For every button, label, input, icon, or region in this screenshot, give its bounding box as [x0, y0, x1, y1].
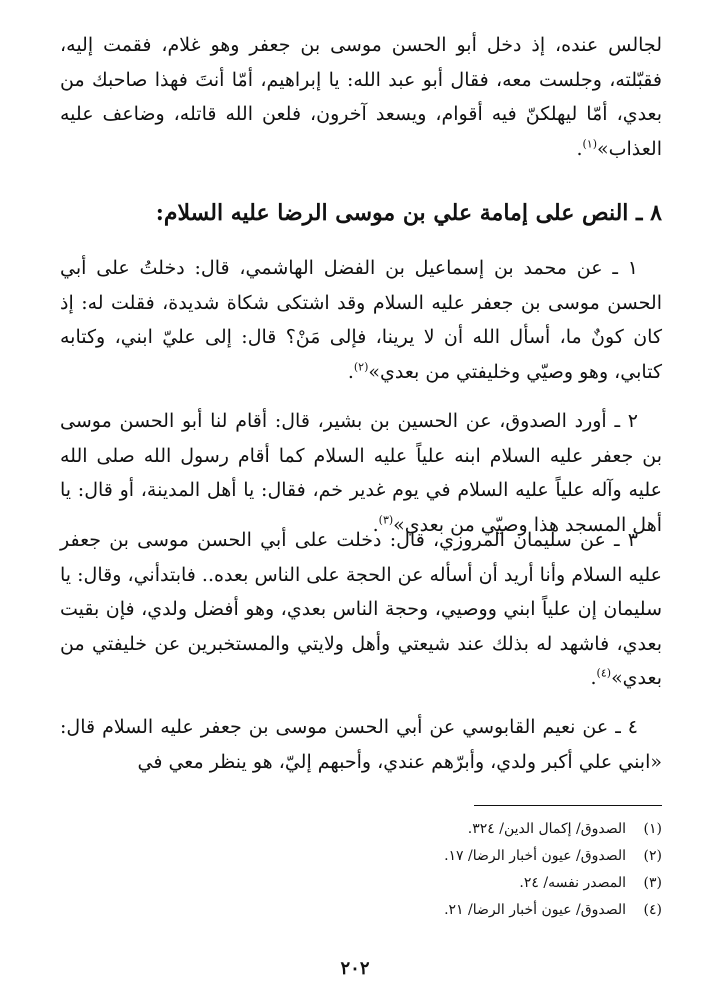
footnote	[60, 897, 662, 924]
narration-4	[60, 710, 662, 779]
section-heading: ٨ ـ النص على إمامة علي بن موسى الرضا عليه السلام:	[155, 200, 662, 226]
narration-1: ١ ـ عن محمد بن إسماعيل بن الفضل الهاشمي، قال: دخلتُ على أبي الحسن موسى بن جعفر عليه السلام وقد اشتكى شكاة شديدة، فقلت له: إذ كان كونٌ ما، أسأل الله أن لا يرينا، فإلى مَنْ؟ قال: إلى عليّ ابني، وكتابه كتابي، وهو وصيّي وخليفتي من بعدي»$^{(٢)}$.	[60, 257, 662, 383]
footnote	[60, 843, 662, 870]
footnote-text: الصدوق/ عيون أخبار الرضا/ ٢١.	[444, 902, 626, 918]
footnote-divider	[474, 805, 662, 806]
footnote-ref: (١)	[582, 137, 597, 151]
footnote-number: (٣)	[643, 875, 662, 891]
narration-text: ٤ ـ عن نعيم القابوسي عن أبي الحسن موسى بن جعفر عليه السلام قال: «ابني علي أكبر ولدي، وأبرّهم عندي، وأحبهم إليّ، هو ينظر معي في	[60, 716, 662, 773]
footnote-text: المصدر نفسه/ ٢٤.	[519, 875, 626, 891]
footnote	[60, 870, 662, 897]
footnote-text: الصدوق/ إكمال الدين/ ٣٢٤.	[467, 821, 626, 837]
footnote-ref: (٢)	[353, 360, 369, 374]
narration-text: ١ ـ عن محمد بن إسماعيل بن الفضل الهاشمي، قال: دخلتُ على أبي الحسن موسى بن جعفر عليه السلام وقد اشتكى شكاة شديدة، فقلت له: إذ كان كونٌ ما، أسأل الله أن لا يرينا، فإلى مَنْ؟ قال: إلى عليّ ابني، وكتابه كتابي، وهو وصيّي وخليفتي من بعدي»	[60, 257, 662, 383]
page-number: ٢٠٢	[340, 958, 370, 979]
footnote-number: (١)	[643, 821, 662, 837]
paragraph-text: لجالس عنده، إذ دخل أبو الحسن موسى بن جعفر وهو غلام، فقمت إليه، فقبّلته، وجلست معه، فقال أبو عبد الله: يا إبراهيم، أمّا أنتَ فهذا صاحبك من بعدي، أمّا ليهلكنّ فيه أقوام، ويسعد آخرون، فلعن الله قاتله، وضاعف عليه العذاب»	[60, 34, 662, 160]
continued-paragraph: لجالس عنده، إذ دخل أبو الحسن موسى بن جعفر وهو غلام، فقمت إليه، فقبّلته، وجلست معه، فقال أبو عبد الله: يا إبراهيم، أمّا أنتَ فهذا صاحبك من بعدي، أمّا ليهلكنّ فيه أقوام، ويسعد آخرون، فلعن الله قاتله، وضاعف عليه العذاب»$^{(١)}$.	[60, 34, 662, 160]
footnote-text: الصدوق/ عيون أخبار الرضا/ ١٧.	[444, 848, 626, 864]
narration-text: ٣ ـ عن سليمان المروزي، قال: دخلت على أبي الحسن موسى بن جعفر عليه السلام وأنا أريد أن أسأله عن الحجة على الناس بعده.. فابتدأني، وقال: يا سليمان إن علياً ابني ووصيي، وحجة الناس بعدي، وهو أفضل ولدي، فإن بقيت بعدي، فاشهد له بذلك عند شيعتي وأهل ولايتي والمستخبرين عن خليفتي من بعدي»	[60, 529, 662, 689]
footnote-number: (٤)	[643, 902, 662, 918]
footnote-ref: (٣)	[378, 513, 394, 527]
narration-2: ٢ ـ أورد الصدوق، عن الحسين بن بشير، قال: أقام لنا أبو الحسن موسى بن جعفر عليه السلام ابنه علياً عليه السلام كما أقام رسول الله صلى الله عليه وآله علياً عليه السلام في يوم غدير خم، فقال: يا أهل المدينة، أو قال: يا أهل المسجد هذا وصيّي من بعدي»$^{(٣)}$.	[60, 410, 662, 536]
narration-3: ٣ ـ عن سليمان المروزي، قال: دخلت على أبي الحسن موسى بن جعفر عليه السلام وأنا أريد أن أسأله عن الحجة على الناس بعده.. فابتدأني، وقال: يا سليمان إن علياً ابني ووصيي، وحجة الناس بعدي، وهو أفضل ولدي، فإن بقيت بعدي، فاشهد له بذلك عند شيعتي وأهل ولايتي والمستخبرين عن خليفتي من بعدي»$^{(٤)}$.	[60, 529, 662, 689]
narration-text: ٢ ـ أورد الصدوق، عن الحسين بن بشير، قال: أقام لنا أبو الحسن موسى بن جعفر عليه السلام ابنه علياً عليه السلام كما أقام رسول الله صلى الله عليه وآله علياً عليه السلام في يوم غدير خم، فقال: يا أهل المدينة، أو قال: يا أهل المسجد هذا وصيّي من بعدي»	[60, 410, 662, 536]
footnotes	[60, 816, 662, 924]
footnote-number: (٢)	[643, 848, 662, 864]
footnote	[60, 816, 662, 843]
footnote-ref: (٤)	[596, 666, 612, 680]
